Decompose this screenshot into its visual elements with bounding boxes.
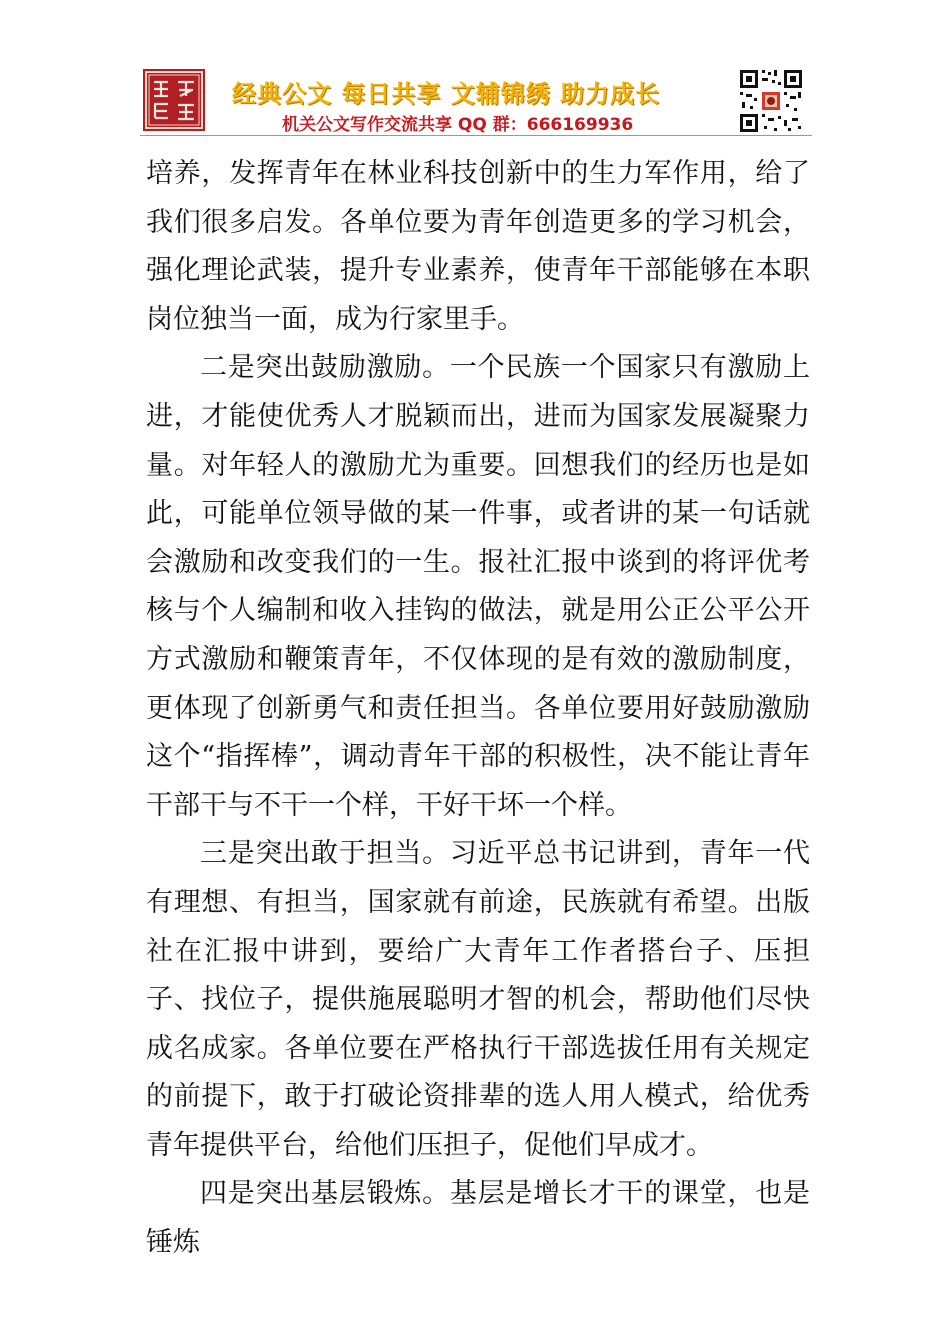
paragraph-encouragement: 二是突出鼓励激励。一个民族一个国家只有激励上进，才能使优秀人才脱颖而出，进而为国家发展凝聚力量。对年轻人的激励尤为重要。回想我们的经历也是如此，可能单位领导做的某一件事，或者讲的某一句话就会激励和改变我们的一生。报社汇报中谈到的将评优考核与个人编制和收入挂钩的做法，就是用公正公平公开方式激励和鞭策青年，不仅体现的是有效的激励制度，更体现了创新勇气和责任担当。各单位要用好鼓励激励这个“指挥棒”，调动青年干部的积极性，决不能让青年干部干与不干一个样，干好干坏一个样。: [146, 352, 810, 821]
header-slogan: 经典公文 每日共享 文辅锦绣 助力成长: [232, 80, 661, 108]
paragraph-responsibility: 三是突出敢于担当。习近平总书记讲到，青年一代有理想、有担当，国家就有前途，民族就有希望。出版社在汇报中讲到，要给广大青年工作者搭台子、压担子、找位子，提供施展聪明才智的机会，帮助他们尽快成名成家。各单位要在严格执行干部选拔任用有关规定的前提下，敢于打破论资排辈的选人用人模式，给优秀青年提供平台，给他们压担子，促他们早成才。: [146, 838, 810, 1161]
paragraph-grassroots: 四是突出基层锻炼。基层是增长才干的课堂，也是锤炼: [146, 1178, 810, 1259]
document-body: [146, 150, 810, 1268]
jinxiu-wenfu-seal-logo: [142, 68, 206, 132]
header-divider: [140, 135, 812, 136]
paragraph-continuation: 培养，发挥青年在林业科技创新中的生力军作用，给了我们很多启发。各单位要为青年创造更多的学习机会，强化理论武装，提升专业素养，使青年干部能够在本职岗位独当一面，成为行家里手。: [146, 158, 810, 335]
qq-group-line: 机关公文写作交流共享 QQ 群：666169936: [282, 115, 634, 135]
qr-code-icon: [738, 68, 804, 134]
page-header: [142, 64, 810, 136]
